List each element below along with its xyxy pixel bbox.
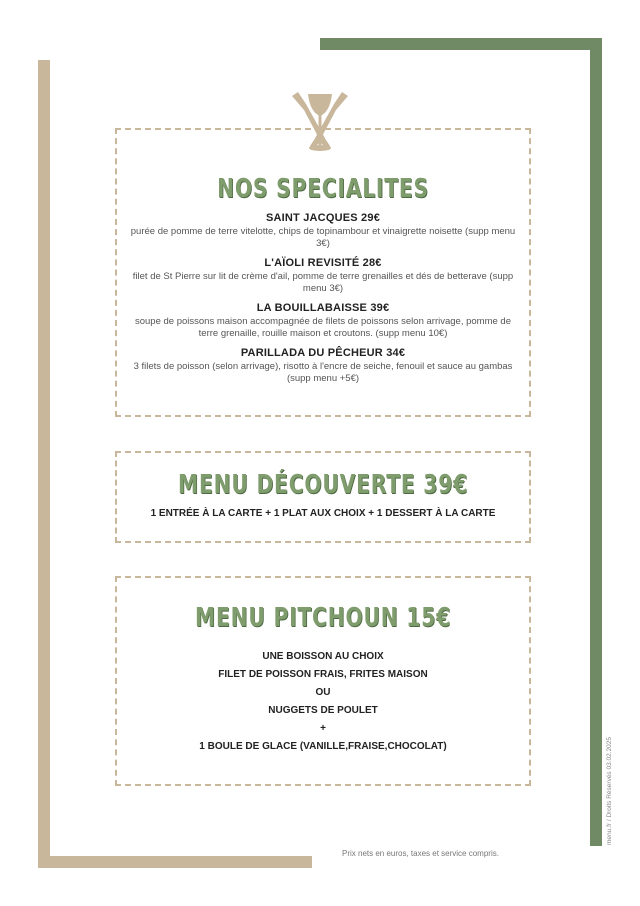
dish-title: SAINT JACQUES 29€: [265, 212, 381, 224]
dish-description: soupe de poissons maison accompagnée de filets de poissons selon arrivage, pomme de terre grenaille, rouille maison et croutons. (supp menu 10€): [134, 316, 511, 339]
pitchoun-line: UNE BOISSON AU CHOIX: [262, 651, 384, 662]
dish-item: [129, 212, 517, 250]
frame-green-right: [590, 38, 602, 846]
dish-item: [129, 302, 517, 340]
dish-title: LA BOUILLABAISSE 39€: [256, 302, 390, 314]
pitchoun-section: [115, 576, 531, 786]
specialites-title: NOS SPECIALITES: [217, 174, 429, 204]
dish-item: [129, 347, 517, 385]
dish-description: 3 filets de poisson (selon arrivage), risotto à l'encre de seiche, fenouil et sauce au gambas (supp menu +5€): [133, 361, 513, 384]
frame-tan-bottom: [38, 856, 312, 868]
specialites-section: [115, 128, 531, 417]
dish-description: filet de St Pierre sur lit de crème d'ail, pomme de terre grenailles et dés de betterave (supp menu 3€): [132, 271, 514, 294]
dish-title: PARILLADA DU PÊCHEUR 34€: [240, 347, 406, 359]
decouverte-description: 1 ENTRÉE À LA CARTE + 1 PLAT AUX CHOIX + 1 DESSERT À LA CARTE: [150, 508, 496, 519]
pitchoun-line: FILET DE POISSON FRAIS, FRITES MAISON: [218, 669, 428, 680]
pitchoun-line: +: [320, 723, 326, 734]
decouverte-title: MENU DÉCOUVERTE 39€: [178, 470, 468, 500]
pitchoun-line: NUGGETS DE POULET: [268, 705, 378, 716]
footer-note: Prix nets en euros, taxes et service compris.: [342, 849, 499, 858]
frame-green-top: [320, 38, 602, 50]
pitchoun-line: 1 BOULE DE GLACE (VANILLE,FRAISE,CHOCOLAT): [199, 741, 447, 752]
frame-tan-left: [38, 60, 50, 868]
side-credit: menu.fr / Droits Réservés 03.02.2025: [606, 736, 613, 845]
pitchoun-title: MENU PITCHOUN 15€: [195, 603, 451, 633]
dish-title: L'AÏOLI REVISITÉ 28€: [264, 257, 382, 269]
pitchoun-line: OU: [315, 687, 331, 698]
dish-description: purée de pomme de terre vitelotte, chips de topinambour et vinaigrette noisette (supp menu 3€): [130, 226, 516, 249]
decouverte-section: [115, 451, 531, 543]
dish-item: [129, 257, 517, 295]
